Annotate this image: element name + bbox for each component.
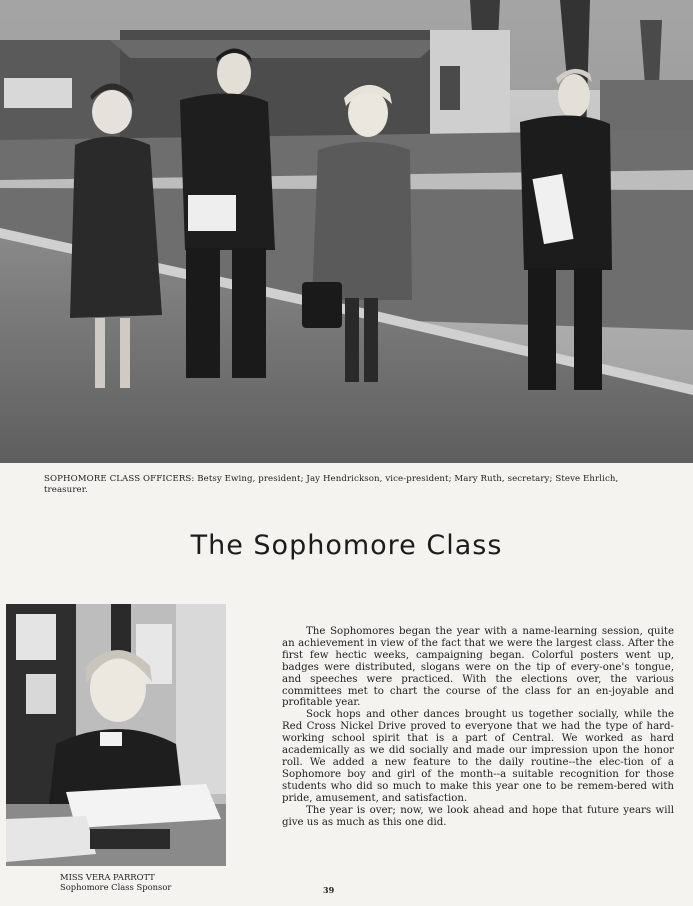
- page-number: 39: [323, 885, 335, 895]
- page-title: The Sophomore Class: [190, 530, 503, 561]
- sponsor-photo: [6, 604, 226, 866]
- article-paragraph: Sock hops and other dances brought us together socially, while the Red Cross Nickel Drive proved to everyone that we had the type of hard-working school spirit that is a part of Central. We worked as hard academically as we did socially and made our impression upon the honor roll. We added a new feature to the daily routine--the elec-tion of a Sophomore boy and girl of the month--a suitable recognition for those students who did so much to make this year one to be remem-bered with pride, amusement, and satisfaction.: [282, 709, 674, 804]
- article-paragraph: The Sophomores began the year with a name-learning session, quite an achievement in view of the fact that we were the largest class. After the first few hectic weeks, campaigning began. Colorful posters went up, badges were distributed, slogans were on the tip of every-one's tongue, and speeches were practiced. With the elections over, the various committees met to chart the course of the class for an en-joyable and profitable year.: [282, 626, 674, 709]
- sponsor-role: Sophomore Class Sponsor: [60, 882, 172, 892]
- officers-photo-caption: SOPHOMORE CLASS OFFICERS: Betsy Ewing, president; Jay Hendrickson, vice-president; Mary Ruth, secretary; Steve Ehrlich, treasurer.: [44, 474, 619, 495]
- article-paragraph: The year is over; now, we look ahead and hope that future years will give us as much as this one did.: [282, 804, 674, 828]
- sponsor-name: MISS VERA PARROTT: [60, 872, 155, 882]
- article-body: [282, 626, 674, 828]
- sponsor-caption: [60, 872, 171, 892]
